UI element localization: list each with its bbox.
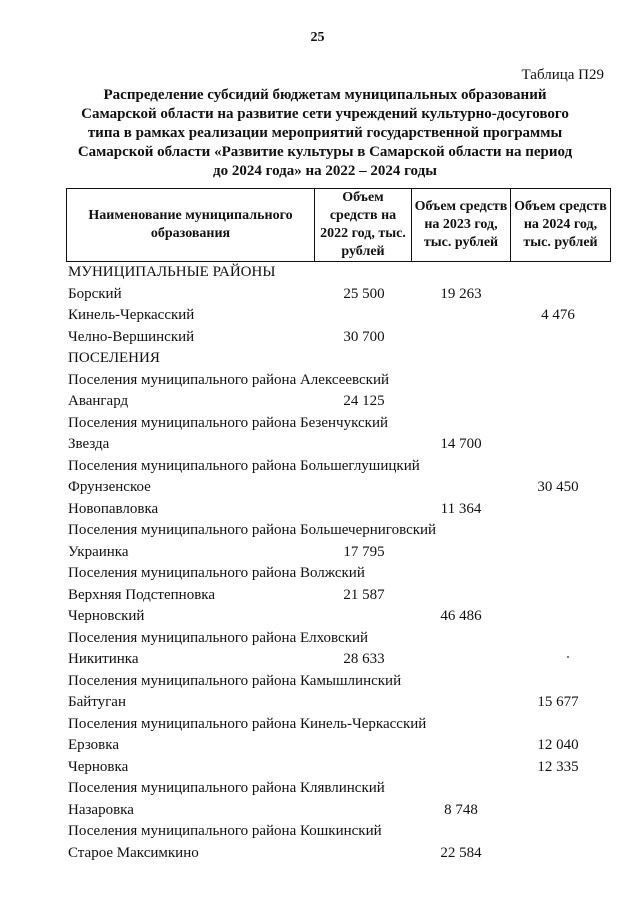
table-row <box>0 563 635 585</box>
value-2023: 22 584 <box>440 844 482 861</box>
value-2023: 8 748 <box>444 801 478 818</box>
row-name: МУНИЦИПАЛЬНЫЕ РАЙОНЫ <box>68 264 276 280</box>
row-name: Черновский <box>68 608 145 624</box>
row-name: Верхняя Подстепновка <box>68 586 215 603</box>
row-name: Назаровка <box>68 801 134 818</box>
value-2024: 4 476 <box>541 307 575 323</box>
row-name: Поселения муниципального района Елховский <box>68 629 369 646</box>
table-row <box>0 735 635 757</box>
value-2022: 24 125 <box>343 393 385 409</box>
table-row <box>0 327 635 349</box>
row-name: Челно-Вершинский <box>68 328 195 345</box>
table-row <box>0 628 635 650</box>
value-2024: 30 450 <box>537 479 579 495</box>
document-title: Распределение субсидий бюджетам муниципальных образований Самарской области на развитие сети учреждений культурно-досугового типа в рамках реализации мероприятий государственной программы Самарской области «Развитие культуры в Самарской области на период до 2024 года» на 2022 – 2024 годы <box>77 87 573 179</box>
table-row <box>0 456 635 478</box>
value-2024: 12 040 <box>537 737 579 753</box>
table-row <box>0 714 635 736</box>
table-row <box>0 649 635 671</box>
row-name: Борский <box>68 285 122 302</box>
row-name: Авангард <box>68 393 129 409</box>
value-2022: 28 633 <box>343 651 385 667</box>
value-2022: 30 700 <box>343 328 385 345</box>
row-name: Байтуган <box>68 694 126 710</box>
value-2023: 46 486 <box>440 608 482 624</box>
table-header <box>66 188 611 262</box>
value-2022: 21 587 <box>343 586 385 603</box>
table-body <box>0 262 635 864</box>
table-row <box>0 542 635 564</box>
value-2022: 25 500 <box>343 285 385 302</box>
value-2023: 14 700 <box>440 436 482 452</box>
value-2022: 17 795 <box>343 543 385 560</box>
table-row <box>0 606 635 628</box>
row-name: Никитинка <box>68 651 139 667</box>
column-header-2022: Объем средств на 2022 год, тыс. рублей <box>315 189 412 262</box>
row-name: Поселения муниципального района Безенчукский <box>68 414 388 431</box>
row-name: Поселения муниципального района Кинель-Черкасский <box>68 715 427 732</box>
row-name: Поселения муниципального района Камышлинский <box>68 672 402 689</box>
row-name: Новопавловка <box>68 500 159 517</box>
row-name: Поселения муниципального района Алексеевский <box>68 371 390 388</box>
table-row <box>0 477 635 499</box>
table-row <box>0 585 635 607</box>
table-row <box>0 520 635 542</box>
value-2024: 15 677 <box>537 694 579 710</box>
page-number: 25 <box>310 30 325 45</box>
row-name: Кинель-Черкасский <box>68 307 195 323</box>
row-name: Ерзовка <box>68 737 119 753</box>
table-row <box>0 778 635 800</box>
table-row <box>0 843 635 865</box>
row-name: Поселения муниципального района Волжский <box>68 565 365 581</box>
row-name: ПОСЕЛЕНИЯ <box>68 350 160 366</box>
row-name: Черновка <box>68 758 129 775</box>
row-name: Поселения муниципального района Кошкинский <box>68 823 382 839</box>
table-row <box>0 391 635 413</box>
table-row <box>0 757 635 779</box>
table-row <box>0 434 635 456</box>
value-2023: 11 364 <box>440 500 482 517</box>
table-row <box>0 305 635 327</box>
table-row <box>0 800 635 822</box>
table-row <box>0 413 635 435</box>
table-row <box>0 370 635 392</box>
table-row <box>0 692 635 714</box>
row-name: Украинка <box>68 543 129 560</box>
row-name: Поселения муниципального района Клявлинский <box>68 780 385 796</box>
table-row <box>0 499 635 521</box>
table-row <box>0 671 635 693</box>
value-2023: 19 263 <box>440 285 482 302</box>
table-row <box>0 821 635 843</box>
table-row <box>0 348 635 370</box>
column-header-2023: Объем средств на 2023 год, тыс. рублей <box>412 189 511 262</box>
column-header-2024: Объем средств на 2024 год, тыс. рублей <box>511 189 611 262</box>
row-name: Старое Максимкино <box>68 844 199 861</box>
row-name: Поселения муниципального района Большечерниговский <box>68 522 437 538</box>
row-name: Звезда <box>68 436 110 452</box>
table-row <box>0 262 635 284</box>
column-header-name: Наименование муниципального образования <box>67 189 315 262</box>
row-name: Поселения муниципального района Большеглушицкий <box>68 457 420 474</box>
value-2024: 12 335 <box>537 758 579 775</box>
table-row <box>0 284 635 306</box>
table-label: Таблица П29 <box>521 67 604 83</box>
row-name: Фрунзенское <box>68 479 151 495</box>
scan-speck <box>567 656 569 658</box>
